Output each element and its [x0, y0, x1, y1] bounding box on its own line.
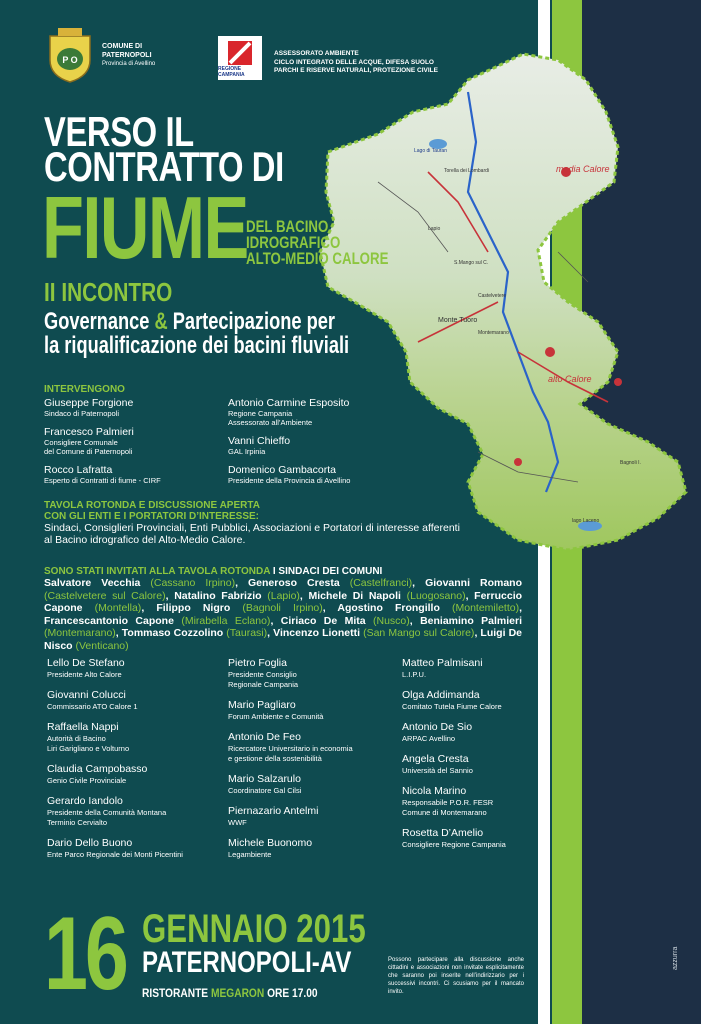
map-label-lago-laceno: lago Laceno [572, 518, 600, 524]
guest: Angela Cresta Università del Sannio [402, 753, 473, 775]
designer-credit: azzurra [672, 946, 679, 970]
guests-column-2 [228, 657, 393, 869]
assessorato-text: ASSESSORATO AMBIENTE CICLO INTEGRATO DELLE ACQUE, DIFESA SUOLO PARCHI E RISERVE NATURALI, PROTEZIONE CIVILE [274, 50, 438, 74]
speaker: Francesco Palmieri Consigliere Comunale del Comune di Paternopoli [44, 426, 134, 456]
guest: Rosetta D’Amelio Consigliere Regione Campania [402, 827, 506, 849]
guest: Matteo Palmisani L.I.P.U. [402, 657, 483, 679]
map-label-castelvetere: Castelvetere [478, 293, 507, 299]
map-label-torella: Torella dei Lombardi [444, 168, 490, 174]
fiume-title: FIUME [42, 178, 248, 277]
tavola-rotonda-section: TAVOLA ROTONDA E DISCUSSIONE APERTA CON GLI ENTI E I PORTATORI D’INTERESSE: Sindaci, Consiglieri Provinciali, Enti Pubblici, Associazioni e Portatori di interesse afferenti al Bacino idrografico del Alto-Medio Calore. [44, 500, 460, 546]
invited-mayors-section: SONO STATI INVITATI ALLA TAVOLA ROTONDA I SINDACI DEI COMUNI Salvatore Vecchia (Cassano Irpino), Generoso Cresta (Castelfranci), Giovanni Romano (Castelvetere sul Calore), Natalino Fabrizio (Lapio), Michele Di Napoli (Luogosano), Ferruccio Capone (Montella), Filippo Nigro (Bagnoli Irpino), Agostino Frongillo (Montemiletto), Francescantonio Capone (Mirabella Eclano), Ciriaco De Mita (Nusco), Beniamino Palmieri (Montemarano), Tommaso Cozzolino (Taurasi), Vincenzo Lionetti (San Mango sul Calore), Luigi De Nisco (Venticano) [44, 566, 523, 652]
guest: Olga Addimanda Comitato Tutela Fiume Calore [402, 689, 502, 711]
guest: Antonio De Feo Ricercatore Universitario in economia e gestione della sostenibilità [228, 731, 353, 763]
incontro-label: II INCONTRO [44, 277, 173, 307]
guest: Piernazario Antelmi WWF [228, 805, 319, 827]
regione-campania-logo: REGIONE CAMPANIA [218, 36, 262, 80]
mayors-list: Salvatore Vecchia (Cassano Irpino), Generoso Cresta (Castelfranci), Giovanni Romano (Castelvetere sul Calore), Natalino Fabrizio (Lapio), Michele Di Napoli (Luogosano), Ferruccio Capone (Montella), Filippo Nigro (Bagnoli Irpino), Agostino Frongillo (Montemiletto), Francescantonio Capone (Mirabella Eclano), Ciriaco De Mita (Nusco), Beniamino Palmieri (Montemarano), Tommaso Cozzolino (Taurasi), Vincenzo Lionetti (San Mango sul Calore), Luigi De Nisco (Venticano) [44, 577, 523, 652]
main-title: VERSO IL CONTRATTO DI [44, 108, 284, 190]
speaker: Vanni Chieffo GAL Irpinia [228, 435, 291, 456]
guests-column-3 [402, 657, 537, 859]
governance-subtitle: Governance & Partecipazione per la riqualificazione dei bacini fluviali [44, 308, 350, 359]
comune-header [46, 26, 155, 84]
event-venue: RISTORANTE MEGARON ORE 17.00 [142, 986, 318, 1000]
map-label-s-mango: S.Mango sul C. [454, 260, 489, 266]
guest: Pietro Foglia Presidente Consiglio Regionale Campania [228, 657, 299, 689]
guest: Raffaella Nappi Autorità di Bacino Liri Garigliano e Volturno [47, 721, 130, 753]
event-day: 16 [44, 896, 126, 1012]
intervengono-label: INTERVENGONO [44, 384, 125, 395]
speakers-column-b [228, 397, 448, 493]
map-label-bagnoli: Bagnoli I. [620, 460, 641, 466]
speaker: Domenico Gambacorta Presidente della Provincia di Avellino [228, 464, 351, 485]
guest: Giovanni Colucci Commissario ATO Calore 1 [47, 689, 138, 711]
speaker: Antonio Carmine Esposito Regione Campania Assessorato all’Ambiente [228, 397, 350, 427]
bacino-subtitle: DEL BACINO IDROGRAFICO ALTO-MEDIO CALORE [246, 217, 389, 268]
map-label-lapio: Lapio [428, 226, 441, 232]
guests-column-1 [47, 657, 227, 869]
comune-crest-icon [46, 26, 94, 84]
map-label-alto-calore: alto Calore [548, 374, 592, 384]
map-label-media-calore: media Calore [556, 164, 610, 174]
map-label-lake: Lago di Tauran [414, 148, 447, 154]
speaker: Giuseppe Forgione Sindaco di Paternopoli [44, 397, 134, 418]
event-month-year: GENNAIO 2015 [142, 907, 366, 951]
guest: Gerardo Iandolo Presidente della Comunità Montana Terminio Cervialto [47, 795, 167, 827]
guest: Lello De Stefano Presidente Alto Calore [47, 657, 125, 679]
speaker: Rocco Lafratta Esperto di Contratti di fiume - CIRF [44, 464, 161, 485]
guest: Michele Buonomo Legambiente [228, 837, 313, 859]
participation-note: Possono partecipare alla discussione anche cittadini e associazioni non invitate esplicitamente che saranno poi inserite nell’indirizzario per i successivi incontri. Ci scusiamo per il mancato invito. [388, 957, 524, 995]
regione-header [218, 36, 438, 80]
guest: Claudia Campobasso Genio Civile Provinciale [47, 763, 148, 785]
guest: Mario Pagliaro Forum Ambiente e Comunità [228, 699, 324, 721]
guest: Dario Dello Buono Ente Parco Regionale dei Monti Picentini [47, 837, 183, 859]
comune-name: COMUNE DI PATERNOPOLI Provincia di Avellino [102, 42, 156, 67]
regione-emblem-icon [227, 40, 253, 66]
event-place: PATERNOPOLI-AV [142, 946, 352, 979]
guest: Antonio De Sio ARPAC Avellino [402, 721, 473, 743]
speakers-column-a [44, 397, 234, 493]
map-label-monte-tuoro: Monte Tuoro [438, 317, 478, 324]
guest: Mario Salzarulo Coordinatore Gal Cilsi [228, 773, 302, 795]
svg-text:P O: P O [62, 55, 78, 65]
guest: Nicola Marino Responsabile P.O.R. FESR Comune di Montemarano [402, 785, 494, 817]
map-label-montemarano: Montemarano [478, 330, 509, 336]
